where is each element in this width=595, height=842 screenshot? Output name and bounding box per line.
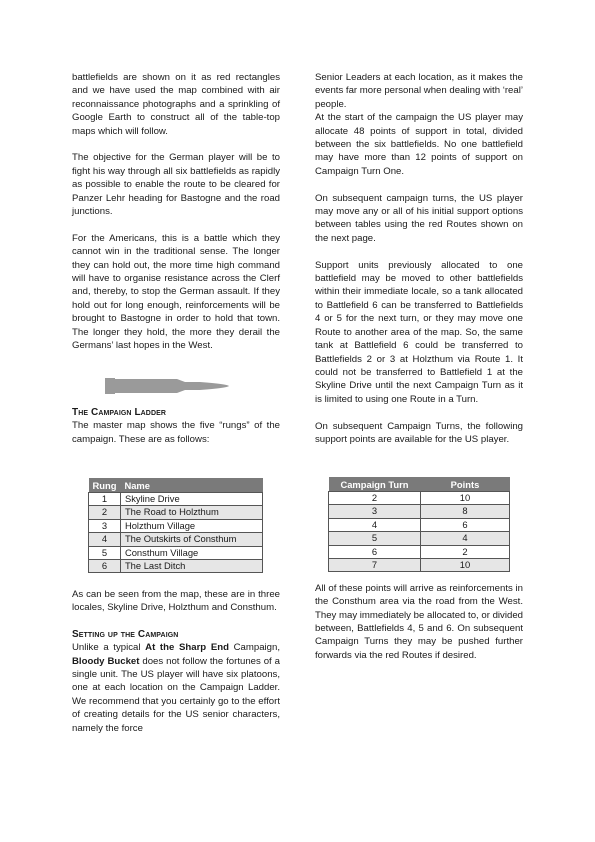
ladder-rung-cell: 5: [89, 546, 121, 559]
right-paragraph-2: At the start of the campaign the US player may allocate 48 points of support in total, divided between the six battlefields. No one battlefield may have more than 12 points of support on Campaign Turn One.: [315, 112, 523, 177]
points-turn-cell: 7: [329, 559, 421, 572]
ladder-header-rung: Rung: [89, 478, 121, 493]
table-row: [89, 533, 263, 546]
left-paragraph-3: For the Americans, this is a battle which they cannot win in the traditional sense. The longer they can hold out, the more time high command will have to organise resistance across the Clerf and, thereby, to stop the German assault. If they hold out for long enough, reinforcements will be brought to Bastogne in order to hold that town. The longer they hold, the more they derail the Germans’ last hopes in the West.: [72, 232, 280, 352]
points-header-points: Points: [420, 477, 509, 492]
table-row: [89, 519, 263, 532]
ladder-name-cell: The Last Ditch: [120, 560, 262, 573]
right-paragraph-5: On subsequent Campaign Turns, the following support points are available for the US player.: [315, 420, 523, 445]
left-column: [72, 71, 280, 735]
ladder-header-row: [89, 478, 263, 493]
points-value-cell: 6: [420, 518, 509, 531]
left-paragraph-4: The master map shows the five “rungs” of the campaign. These are as follows:: [72, 420, 280, 445]
points-value-cell: 4: [420, 532, 509, 545]
ladder-rung-cell: 6: [89, 560, 121, 573]
left-paragraph-2: The objective for the German player will be to fight his way through all six battlefields as rapidly as possible to enable the route to be cleared for Panzer Lehr heading for Bastogne and the road junctions.: [72, 152, 280, 218]
right-column: [315, 71, 523, 676]
points-turn-cell: 2: [329, 492, 421, 505]
ladder-rung-cell: 4: [89, 533, 121, 546]
points-turn-cell: 4: [329, 518, 421, 531]
points-value-cell: 10: [420, 492, 509, 505]
support-points-table: [328, 477, 510, 572]
points-turn-cell: 3: [329, 505, 421, 518]
campaign-ladder-table: [88, 478, 263, 573]
heading-setting-up: Setting up the Campaign: [72, 628, 179, 640]
points-header-turn: Campaign Turn: [329, 477, 421, 492]
bullet-divider-icon: [105, 375, 230, 402]
ladder-rung-cell: 3: [89, 519, 121, 532]
table-row: [329, 492, 510, 505]
p6-text-c: Campaign,: [228, 642, 281, 654]
right-paragraph-1: Senior Leaders at each location, as it makes the events far more personal when dealing with ‘real’ people.: [315, 72, 523, 110]
ladder-name-cell: The Road to Holzthum: [120, 506, 262, 519]
p6-bold-a: At the Sharp End: [145, 642, 229, 654]
points-header-row: [329, 477, 510, 492]
left-paragraph-1: battlefields are shown on it as red rectangles and we have used the map combined with air reconnaissance photographs and a sprinkling of Google Earth to construct all of the table-top maps which will follow.: [72, 72, 280, 137]
points-value-cell: 2: [420, 545, 509, 558]
points-value-cell: 8: [420, 505, 509, 518]
ladder-rung-cell: 2: [89, 506, 121, 519]
table-row: [329, 505, 510, 518]
left-paragraph-6: [72, 641, 280, 735]
table-row: [89, 506, 263, 519]
p6-text-d: does not follow the fortunes of a single unit. The US player will have six platoons, one at each location on the Campaign Ladder. We recommend that you certainly go to the effort of creating details for the US senior characters, namely the force: [72, 655, 280, 734]
left-paragraph-5: As can be seen from the map, these are in three locales, Skyline Drive, Holzthum and Consthum.: [72, 588, 280, 613]
right-paragraph-4: Support units previously allocated to one battlefield may be moved to other battlefields within their immediate locale, so a tank allocated to Battlefield 6 can be transferred to Battlefields 4 or 5 for the next turn, or they may move one Route to another area of the map. So, the same tank at Battlefield 6 could be transferred to Battlefields 2 or 3 at Holzthum via Route 1. It could not be transferred to Battlefield 1 at the Skyline Drive until the next Campaign Turn as it is limited to using one Route in a Turn.: [315, 259, 523, 405]
ladder-name-cell: Consthum Village: [120, 546, 262, 559]
heading-campaign-ladder: The Campaign Ladder: [72, 406, 167, 418]
points-turn-cell: 5: [329, 532, 421, 545]
points-value-cell: 10: [420, 559, 509, 572]
ladder-rung-cell: 1: [89, 493, 121, 506]
table-row: [89, 560, 263, 573]
table-row: [329, 559, 510, 572]
table-row: [89, 493, 263, 506]
ladder-name-cell: Holzthum Village: [120, 519, 262, 532]
p6-bold-b: Bloody Bucket: [72, 655, 140, 667]
table-row: [89, 546, 263, 559]
ladder-name-cell: Skyline Drive: [120, 493, 262, 506]
p6-text-a: Unlike a typical: [72, 642, 146, 654]
right-paragraph-6: All of these points will arrive as reinforcements in the Consthum area via the road from the West. They may immediately be allocated to, or divided between, Battlefields 4, 5 and 6. On subsequent Campaign Turns they may be pushed further forwards via the red Routes if desired.: [315, 582, 523, 661]
table-row: [329, 545, 510, 558]
table-row: [329, 518, 510, 531]
table-row: [329, 532, 510, 545]
points-turn-cell: 6: [329, 545, 421, 558]
ladder-name-cell: The Outskirts of Consthum: [120, 533, 262, 546]
ladder-header-name: Name: [120, 478, 262, 493]
right-paragraph-3: On subsequent campaign turns, the US player may move any or all of his initial support options between tables using the red Routes shown on the next page.: [315, 192, 523, 244]
